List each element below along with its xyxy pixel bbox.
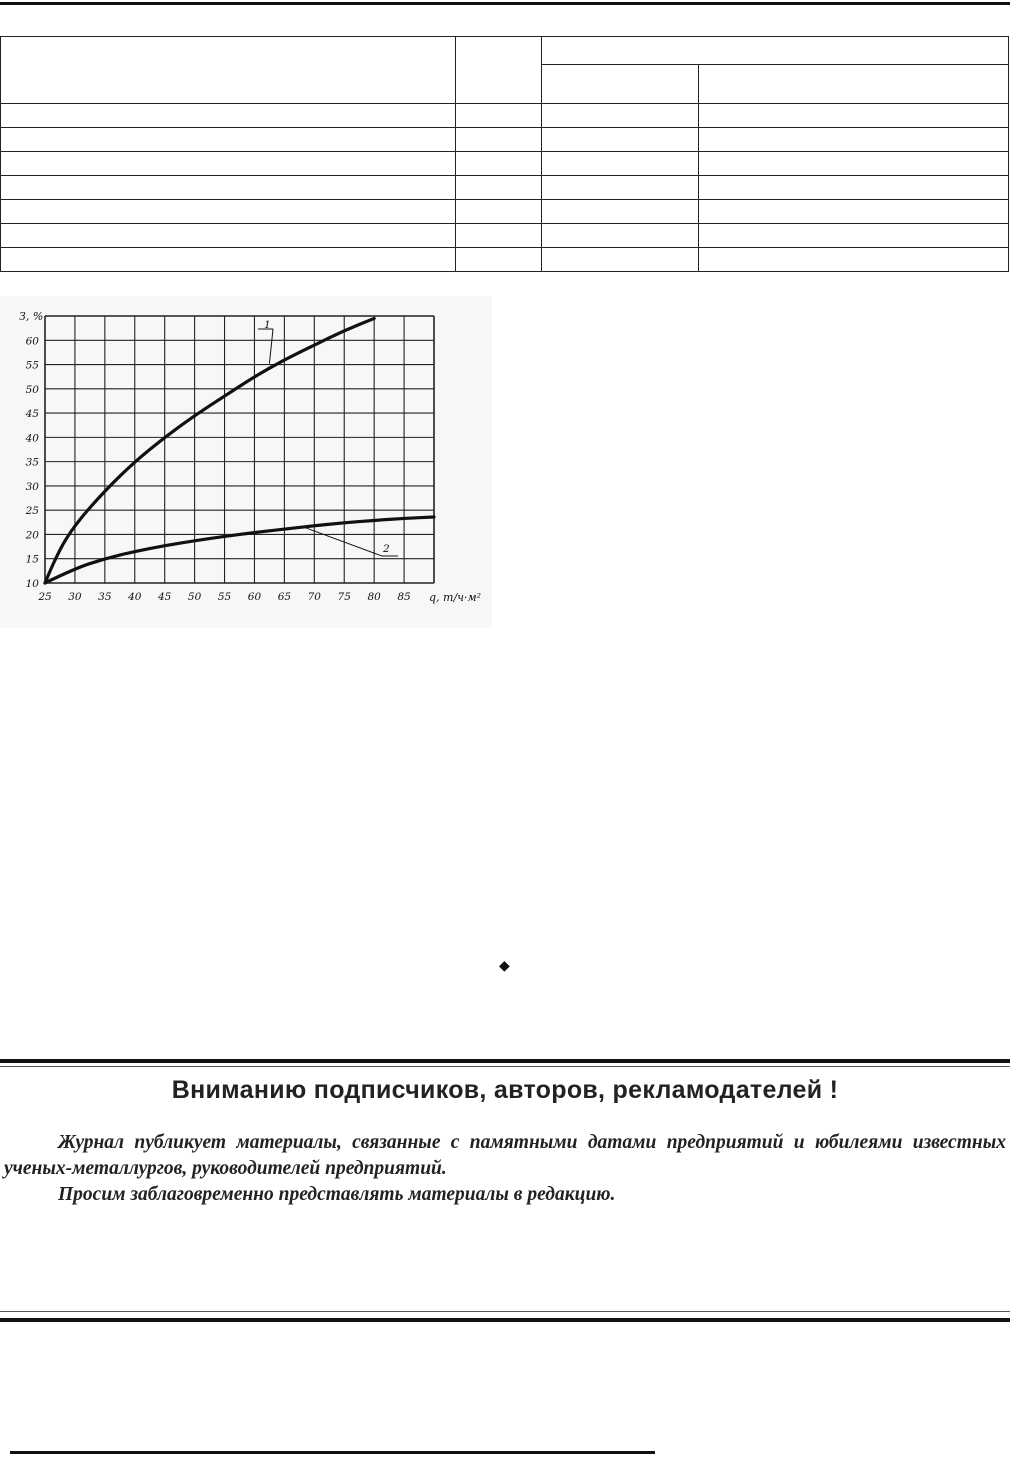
x-tick-label: 75 [337, 591, 351, 603]
x-tick-label: 85 [397, 591, 411, 603]
footer-rule [10, 1451, 655, 1454]
x-axis-label: q, т/ч·м² [429, 591, 482, 604]
y-tick-label: 35 [25, 456, 39, 469]
x-tick-label: 60 [247, 591, 262, 603]
table-header-cell [699, 65, 1009, 104]
diamond-ornament-icon: ◆ [499, 958, 510, 974]
y-tick-label: 45 [25, 408, 39, 421]
table-row [1, 176, 1009, 200]
y-tick-label: 50 [25, 383, 39, 396]
notice-title: Вниманию подписчиков, авторов, рекламодателей ! [171, 1076, 839, 1104]
top-rule [0, 2, 1010, 5]
table-row [1, 128, 1009, 152]
x-tick-label: 25 [38, 591, 52, 603]
y-tick-label: 25 [25, 505, 39, 518]
y-tick-label: 55 [25, 359, 39, 372]
notice-paragraph: Просим заблаговременно представлять материалы в редакцию. [58, 1184, 616, 1205]
table-row [1, 152, 1009, 176]
notice-top-thin-rule [0, 1066, 1010, 1067]
y-tick-label: 30 [25, 480, 39, 493]
y-axis-label: З, % [19, 310, 44, 323]
table-row [1, 104, 1009, 128]
x-tick-label: 70 [307, 591, 321, 603]
table-row [1, 224, 1009, 248]
chart-svg [0, 296, 492, 628]
y-tick-label: 40 [25, 432, 39, 445]
notice-body [4, 1130, 1006, 1208]
x-tick-label: 40 [128, 591, 142, 603]
x-tick-label: 35 [98, 591, 112, 603]
table-row [1, 248, 1009, 272]
y-tick-label: 10 [25, 578, 39, 590]
x-tick-label: 45 [158, 591, 172, 603]
series-label-2: 2 [383, 543, 390, 555]
x-tick-label: 55 [217, 591, 232, 603]
notice-bottom-rule [0, 1318, 1010, 1322]
x-tick-label: 30 [68, 591, 82, 603]
y-tick-label: 20 [25, 529, 39, 542]
data-table [0, 36, 1009, 272]
notice-top-rule [0, 1059, 1010, 1063]
table-header-cell [1, 37, 456, 104]
x-tick-label: 50 [187, 591, 202, 603]
y-tick-label: 60 [25, 335, 39, 348]
series-label-1: 1 [264, 319, 271, 331]
y-tick-label: 15 [25, 553, 39, 566]
table-header-cell [542, 37, 1009, 65]
table-row [1, 200, 1009, 224]
x-tick-label: 65 [277, 591, 292, 603]
table-header-cell [542, 65, 699, 104]
notice-bottom-thin-rule [0, 1311, 1010, 1312]
chart [0, 296, 492, 628]
table-header-cell [456, 37, 542, 104]
x-tick-label: 80 [367, 591, 381, 603]
table-header-row [1, 37, 1009, 65]
notice-paragraph: Журнал публикует материалы, связанные с памятными датами предприятий и юбилеями известных ученых-металлургов, руководителей предприятий. [4, 1132, 1006, 1179]
